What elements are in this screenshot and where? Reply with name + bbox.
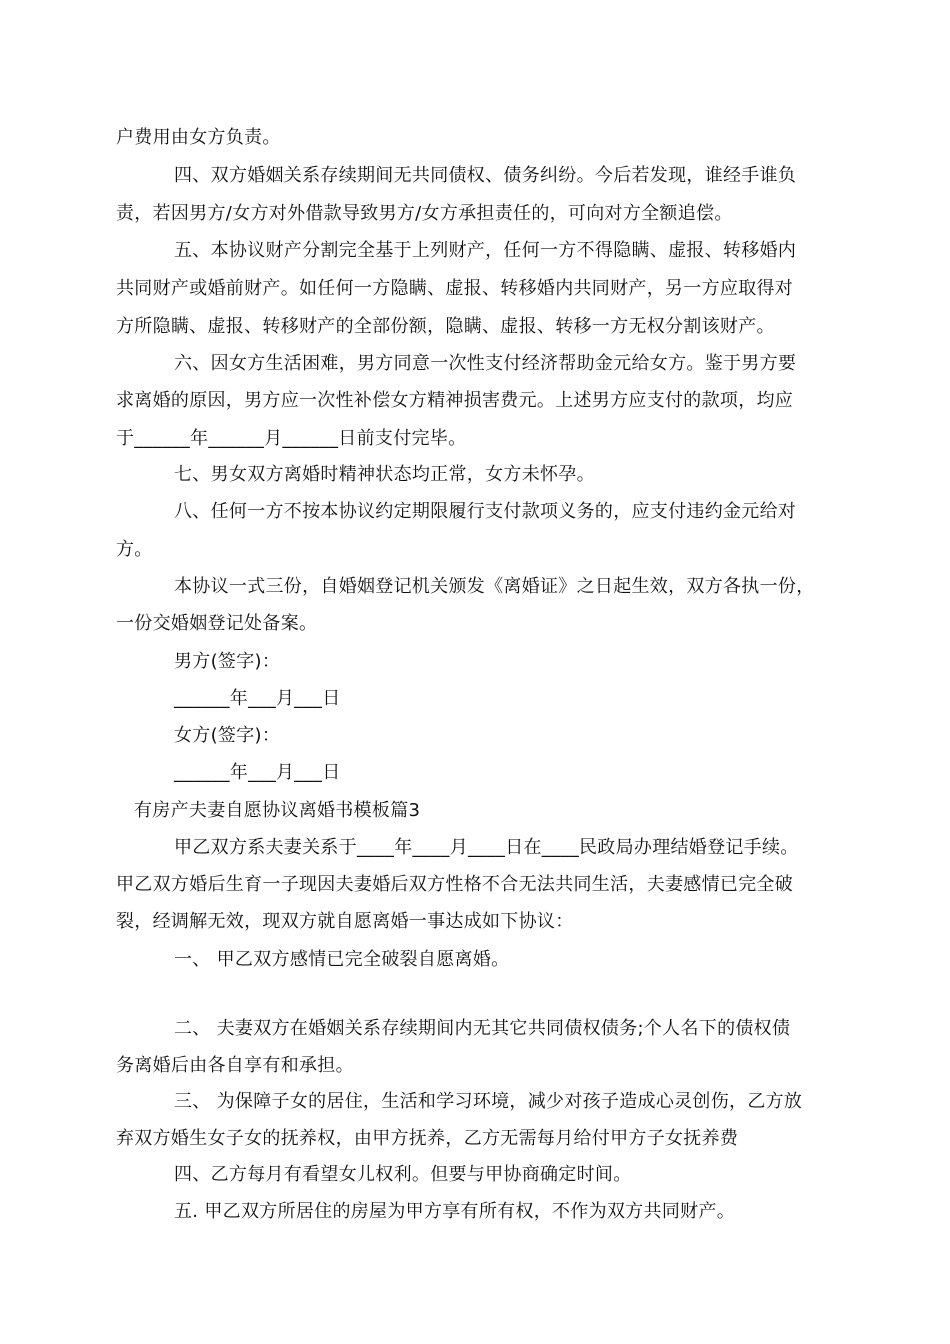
text-line: 四、乙方每月有看望女儿权利。但要与甲协商确定时间。	[174, 1164, 632, 1185]
text-line: 方。	[116, 539, 153, 560]
text-line: 甲乙双方系夫妻关系于____年____月____日在____民政局办理结婚登记手续。	[174, 837, 799, 858]
signature-label: 女方(签字)：	[174, 725, 281, 746]
text-line: 五、本协议财产分割完全基于上列财产，任何一方不得隐瞒、虚报、转移婚内	[174, 240, 797, 261]
text-line: 弃双方婚生女子女的抚养权，由甲方抚养，乙方无需每月给付甲方子女抚养费	[116, 1128, 739, 1149]
date-blank: ______年___月___日	[174, 762, 341, 783]
text-line: 户费用由女方负责。	[116, 127, 281, 148]
text-line: 五. 甲乙双方所居住的房屋为甲方享有所有权，不作为双方共同财产。	[174, 1201, 736, 1222]
text-line: 求离婚的原因，男方应一次性补偿女方精神损害费元。上述男方应支付的款项，均应	[116, 390, 794, 411]
text-line: 方所隐瞒、虚报、转移财产的全部份额，隐瞒、虚报、转移一方无权分割该财产。	[116, 316, 775, 337]
date-blank: ______年___月___日	[174, 688, 341, 709]
text-line: 四、双方婚姻关系存续期间无共同债权、债务纠纷。今后若发现，谁经手谁负	[174, 165, 797, 186]
text-line: 甲乙双方婚后生育一子现因夫妻婚后双方性格不合无法共同生活，夫妻感情已完全破	[116, 874, 794, 895]
text-line: 务离婚后由各自享有和承担。	[116, 1055, 354, 1076]
text-line: 一份交婚姻登记处备案。	[116, 613, 318, 634]
text-line: 本协议一式三份，自婚姻登记机关颁发《离婚证》之日起生效，双方各执一份，	[174, 576, 815, 597]
text-line: 一、 甲乙双方感情已完全破裂自愿离婚。	[174, 949, 510, 970]
text-line: 三、 为保障子女的居住，生活和学习环境，减少对孩子造成心灵创伤，乙方放	[174, 1091, 803, 1112]
text-line: 共同财产或婚前财产。如任何一方隐瞒、虚报、转移婚内共同财产，另一方应取得对	[116, 278, 794, 299]
text-line: 七、男女双方离婚时精神状态均正常，女方未怀孕。	[174, 464, 595, 485]
text-line: 六、因女方生活困难，男方同意一次性支付经济帮助金元给女方。鉴于男方要	[174, 353, 797, 374]
text-line: 责，若因男方/女方对外借款导致男方/女方承担责任的，可向对方全额追偿。	[116, 203, 733, 224]
section-heading: 有房产夫妻自愿协议离婚书模板篇3	[134, 800, 421, 821]
text-line: 于______年______月______日前支付完毕。	[116, 428, 467, 449]
text-line: 二、 夫妻双方在婚姻关系存续期间内无其它共同债权债务;个人名下的债权债	[174, 1018, 791, 1039]
signature-label: 男方(签字)：	[174, 651, 281, 672]
text-line: 裂，经调解无效，现双方就自愿离婚一事达成如下协议：	[116, 911, 574, 932]
text-line: 八、任何一方不按本协议约定期限履行支付款项义务的，应支付违约金元给对	[174, 501, 797, 522]
